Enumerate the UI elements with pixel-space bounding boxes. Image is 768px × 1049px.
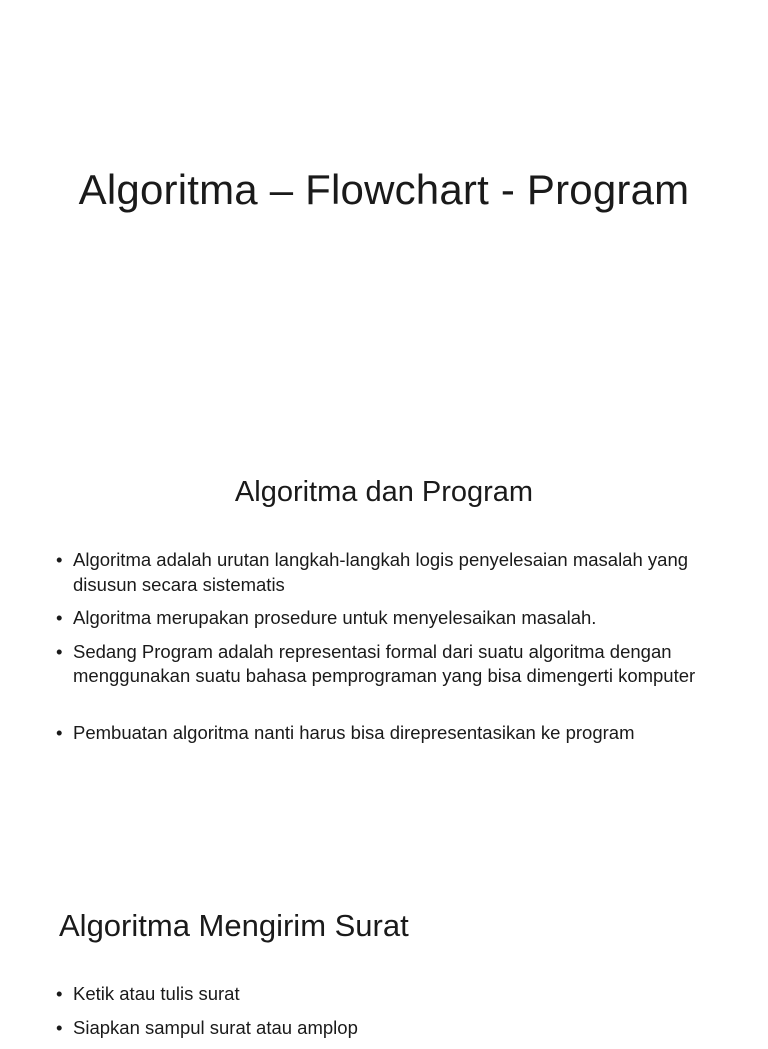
- bullet-icon: •: [56, 721, 63, 743]
- bullet-text: Algoritma adalah urutan langkah-langkah logis penyelesaian masalah yang disusun secara sistematis: [73, 549, 689, 595]
- list-item: [56, 982, 736, 1007]
- slide-2: [0, 432, 768, 864]
- bullet-text: Sedang Program adalah representasi formal dari suatu algoritma dengan menggunakan suatu bahasa pemprograman yang bisa dimengerti komputer: [73, 640, 696, 686]
- bullet-text: Pembuatan algoritma nanti harus bisa direpresentasikan ke program: [73, 721, 635, 743]
- slide-3-bullet-list: [56, 982, 736, 1049]
- bullet-icon: •: [56, 549, 63, 570]
- bullet-icon: •: [56, 1016, 63, 1038]
- slide-3: [0, 864, 768, 1038]
- list-item: [56, 721, 736, 746]
- bullet-icon: •: [56, 640, 63, 662]
- slide-2-bullet-list: [56, 548, 736, 754]
- list-item: [56, 1016, 736, 1041]
- slide-1-title: Algoritma – Flowchart - Program: [78, 166, 690, 213]
- bullet-text: Siapkan sampul surat atau amplop: [73, 1016, 358, 1038]
- bullet-text: Ketik atau tulis surat: [73, 983, 240, 1004]
- bullet-icon: •: [56, 607, 63, 628]
- list-item: [56, 606, 736, 631]
- list-item: [56, 548, 736, 597]
- bullet-icon: •: [56, 983, 63, 1004]
- list-item: [56, 640, 736, 689]
- bullet-text: Algoritma merupakan prosedure untuk menyelesaikan masalah.: [73, 607, 597, 628]
- slide-1: [0, 0, 768, 432]
- slide-3-title: Algoritma Mengirim Surat: [59, 908, 409, 943]
- slide-2-title: Algoritma dan Program: [234, 476, 534, 508]
